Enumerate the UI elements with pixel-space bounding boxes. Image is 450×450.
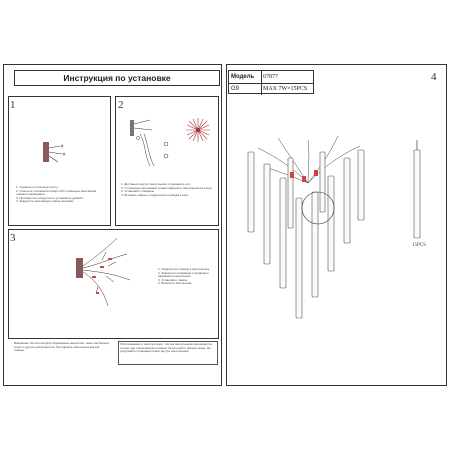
step-1-illustration [40, 136, 80, 176]
step-1-number: 1 [10, 99, 16, 111]
step-3-number: 3 [10, 232, 16, 244]
page-title: Инструкция по установке [14, 70, 220, 86]
step-1-note: 1. Снимите потолочную плиту. 2. Отметьте положения отверстий с помощью монтажной планки и карандаша. 3. Просверлите отверстия и установите дюбели. 4. Закрепите монтажную планку винтами. [16, 185, 97, 204]
chandelier-illustration [238, 128, 378, 328]
step-2-number: 2 [118, 99, 124, 111]
maintenance-note: Обслуживание и эксплуатация. Чистка светильника производится только при отключённом питании. Используйте мягкую ткань. Не допускайте попадания влаги внутрь светильника. [118, 341, 218, 365]
step-2-illustration [120, 110, 215, 170]
parts-count: 15PCS [412, 243, 426, 248]
spec-table [228, 70, 314, 94]
step-3-note: 1. Подключите провод к светильнику. 2. Закрепите основание и проверьте надёжность крепления. 3. Установите лампы. 4. Включите светильник. [158, 267, 210, 286]
step-4-number: 4 [431, 71, 437, 83]
step-3-illustration [72, 236, 152, 316]
model-value: 07877 [263, 74, 278, 80]
spec-label: G9 [231, 86, 240, 92]
step-2-note: 1. Достаньте корпус светильника и проведите его. 2. С помощью монтажной планки закрепите светильник на стене. 3. Установите плафоны. 4. Вставьте лампы и подключите провода к сети. [121, 182, 213, 197]
warning-note: Внимание! Не используйте абразивные вещества, такие как бензин, спирт и другие растворители. Протирайте светильник мягкой тканью. [14, 341, 110, 353]
lamp-tube-part [410, 140, 424, 240]
model-label: Модель [231, 74, 255, 80]
spec-value: MAX 7W×15PCS [263, 86, 308, 92]
